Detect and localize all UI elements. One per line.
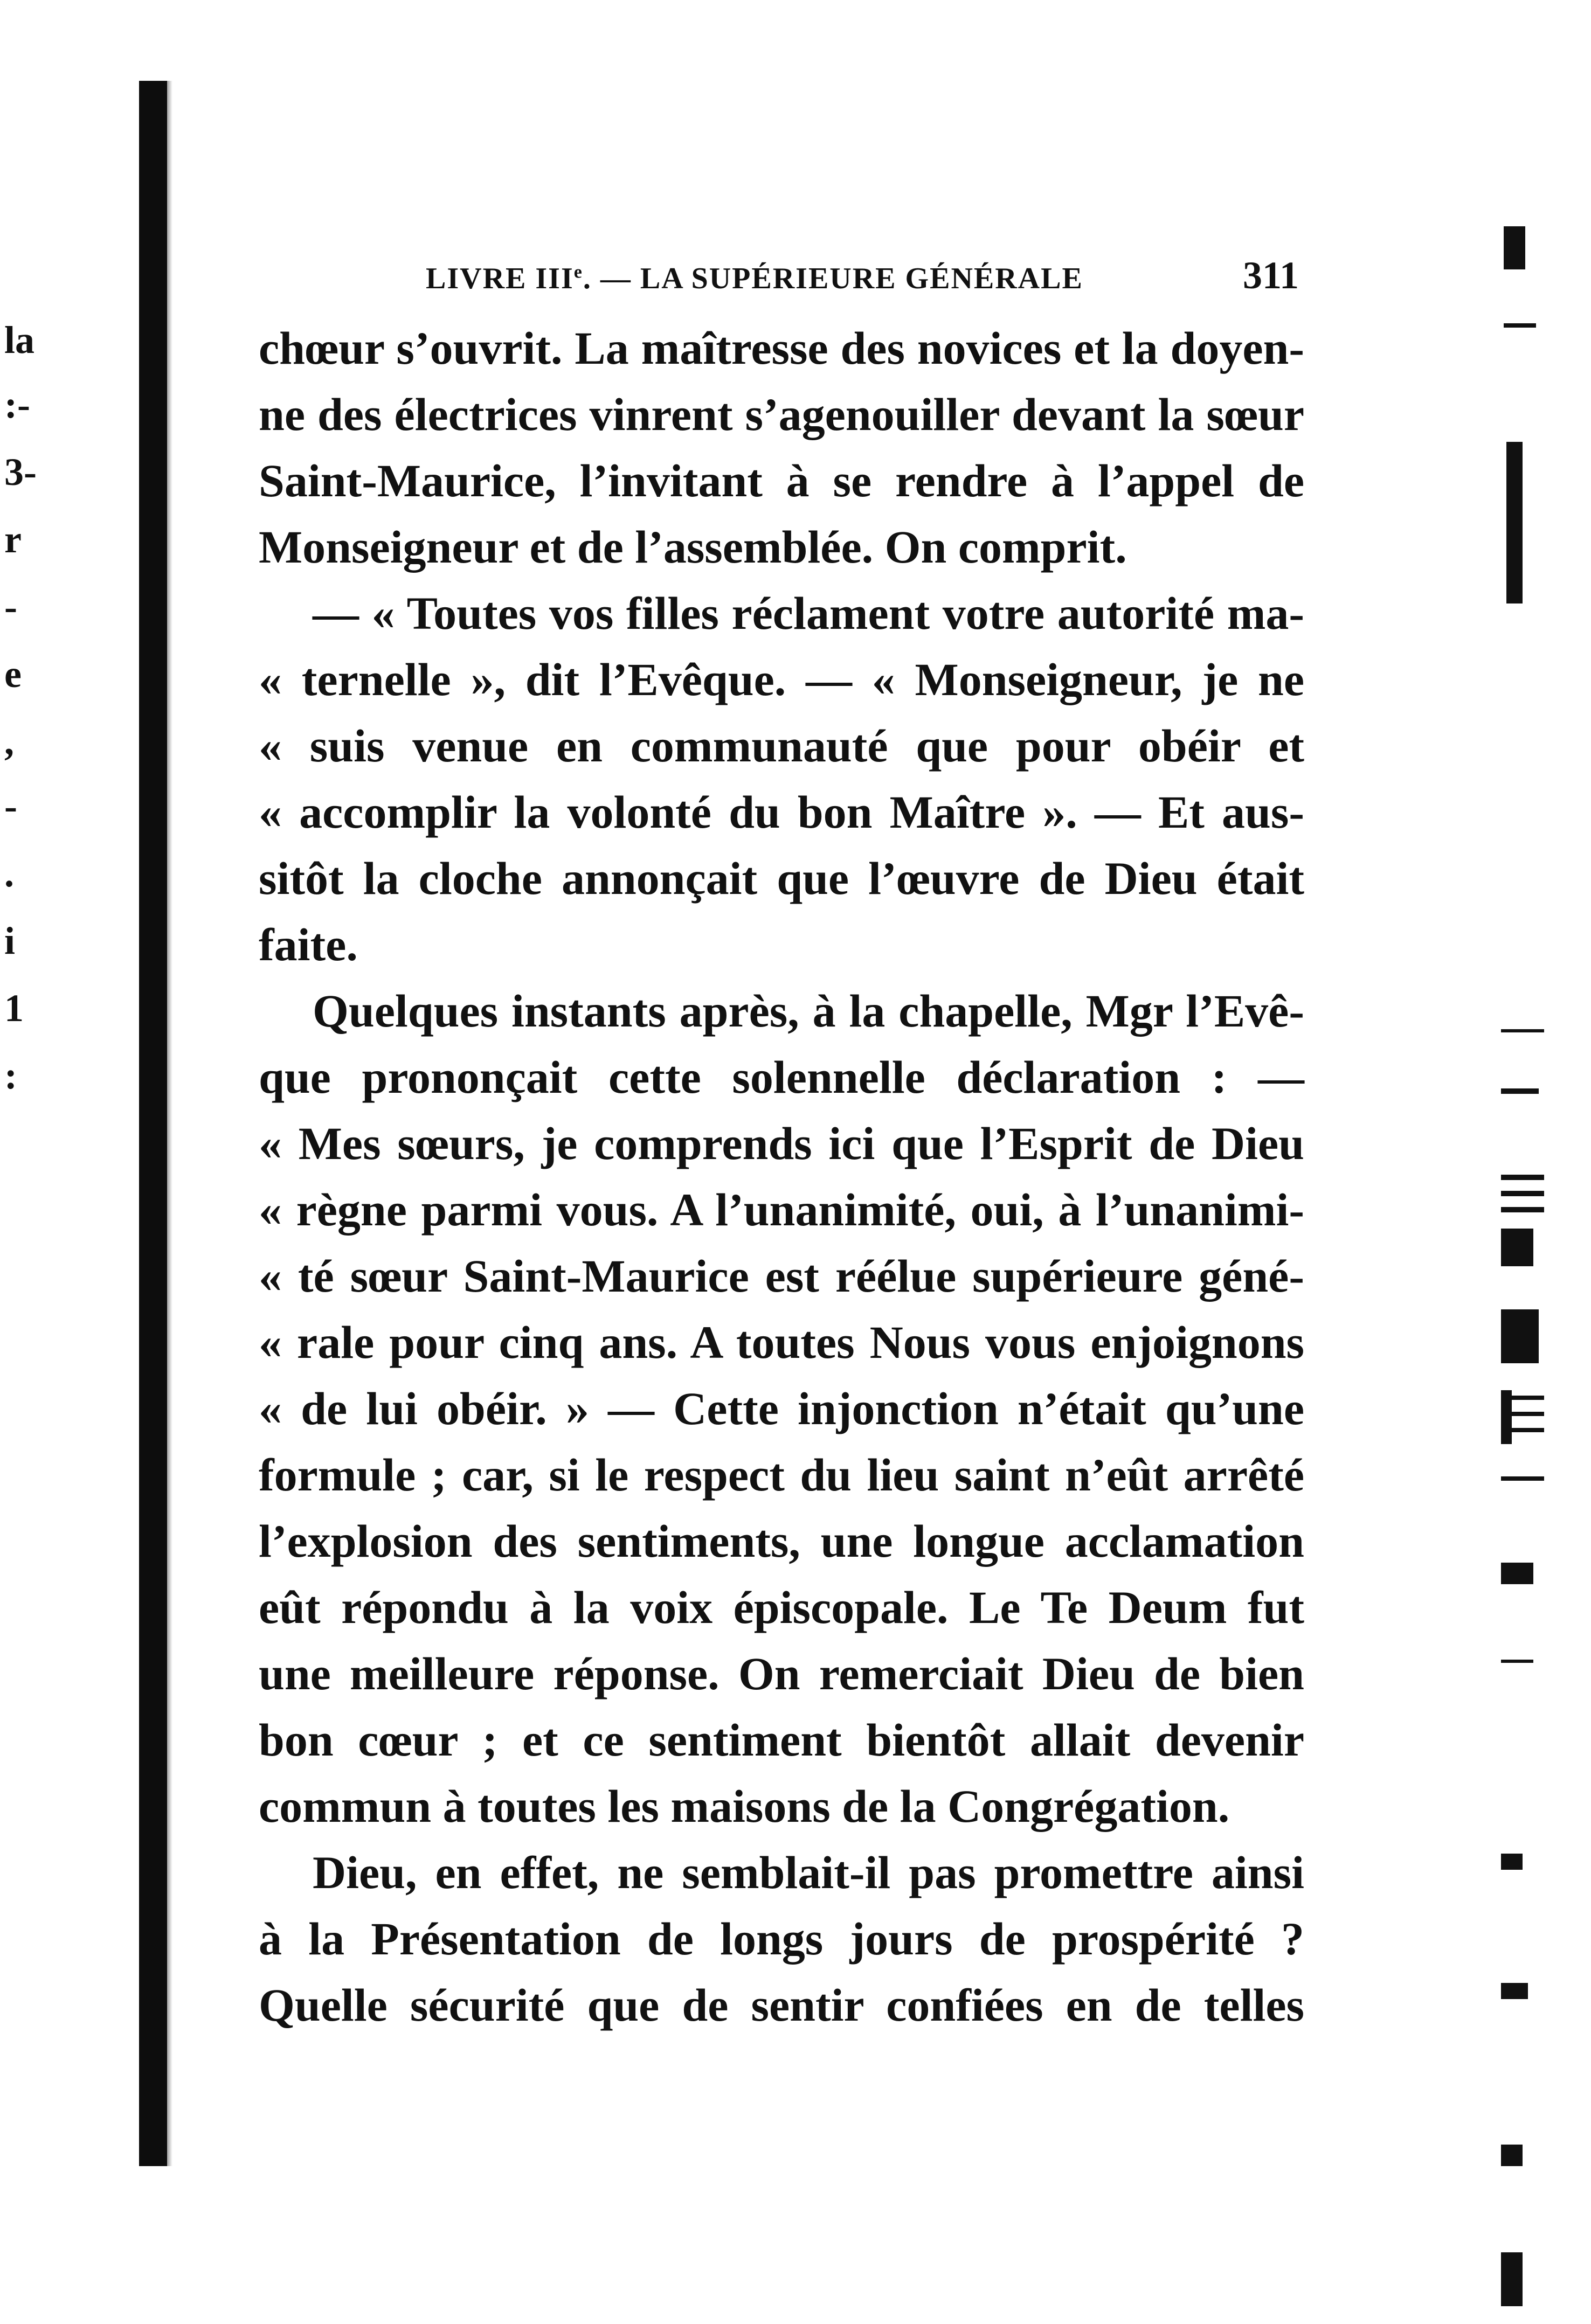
page-number: 311	[1242, 254, 1299, 297]
previous-page-edge	[0, 0, 49, 1132]
text-line: formule ; car, si le respect du lieu saint n’eût arrêté	[259, 1449, 1304, 1501]
text-line: « de lui obéir. » — Cette injonction n’était qu’une	[259, 1383, 1304, 1434]
binding-shadow-fade	[167, 81, 172, 2166]
text-line: « rale pour cinq ans. A toutes Nous vous enjoignons	[259, 1316, 1304, 1368]
running-head-superscript: e	[573, 262, 583, 282]
text-line: chœur s’ouvrit. La maîtresse des novices et la doyen-	[259, 322, 1304, 374]
text-line: « Mes sœurs, je comprends ici que l’Esprit de Dieu	[259, 1118, 1304, 1169]
margin-fragment: ,	[4, 720, 14, 763]
text-line: « règne parmi vous. A l’unanimité, oui, à l’unanimi-	[259, 1184, 1304, 1236]
text-line: faite.	[259, 919, 358, 970]
text-line: Quelle sécurité que de sentir confiées en de telles	[259, 1979, 1304, 2031]
running-head-chapter: . — LA SUPÉRIEURE GÉNÉRALE	[583, 262, 1083, 295]
text-line: sitôt la cloche annonçait que l’œuvre de Dieu était	[259, 852, 1304, 904]
text-line: une meilleure réponse. On remerciait Dieu de bien	[259, 1648, 1304, 1699]
margin-fragment: -	[4, 585, 17, 628]
running-head	[426, 253, 1299, 302]
text-line: Saint-Maurice, l’invitant à se rendre à l’appel de	[259, 455, 1304, 507]
margin-fragment: r	[4, 518, 22, 561]
margin-fragment: i	[4, 919, 16, 962]
margin-fragment: 3-	[4, 450, 37, 494]
margin-fragment: :	[4, 1054, 17, 1097]
margin-fragment: 1	[4, 987, 24, 1030]
text-line: bon cœur ; et ce sentiment bientôt allait devenir	[259, 1714, 1304, 1766]
next-page-edge-noise	[1455, 205, 1591, 2306]
text-line: ne des électrices vinrent s’agenouiller devant la sœur	[259, 389, 1304, 440]
text-line: à la Présentation de longs jours de prospérité ?	[259, 1913, 1304, 1965]
body-text	[259, 315, 1304, 2038]
binding-shadow	[139, 81, 167, 2166]
text-line: « suis venue en communauté que pour obéir et	[259, 720, 1304, 772]
text-line: « accomplir la volonté du bon Maître ». — Et aus-	[259, 786, 1304, 838]
running-head-book: LIVRE III	[426, 262, 574, 295]
margin-fragment: .	[4, 852, 14, 895]
text-line: Quelques instants après, à la chapelle, Mgr l’Evê-	[313, 985, 1304, 1037]
margin-fragment: la	[4, 318, 35, 362]
text-line: « ternelle », dit l’Evêque. — « Monseigneur, je ne	[259, 654, 1304, 705]
text-line: commun à toutes les maisons de la Congrégation.	[259, 1780, 1230, 1832]
text-line: Monseigneur et de l’assemblée. On comprit.	[259, 521, 1127, 573]
text-line: Dieu, en effet, ne semblait-il pas promettre ainsi	[313, 1847, 1304, 1898]
running-head-title	[426, 261, 1083, 296]
text-line: — « Toutes vos filles réclament votre autorité ma-	[313, 587, 1304, 639]
margin-fragment: -	[4, 785, 17, 828]
text-line: que prononçait cette solennelle déclaration : —	[259, 1051, 1304, 1103]
text-line: eût répondu à la voix épiscopale. Le Te Deum fut	[259, 1581, 1304, 1633]
text-line: l’explosion des sentiments, une longue acclamation	[259, 1515, 1304, 1567]
margin-fragment: e	[4, 653, 22, 696]
margin-fragment: :-	[4, 383, 30, 426]
text-line: « té sœur Saint-Maurice est réélue supérieure géné-	[259, 1250, 1304, 1302]
